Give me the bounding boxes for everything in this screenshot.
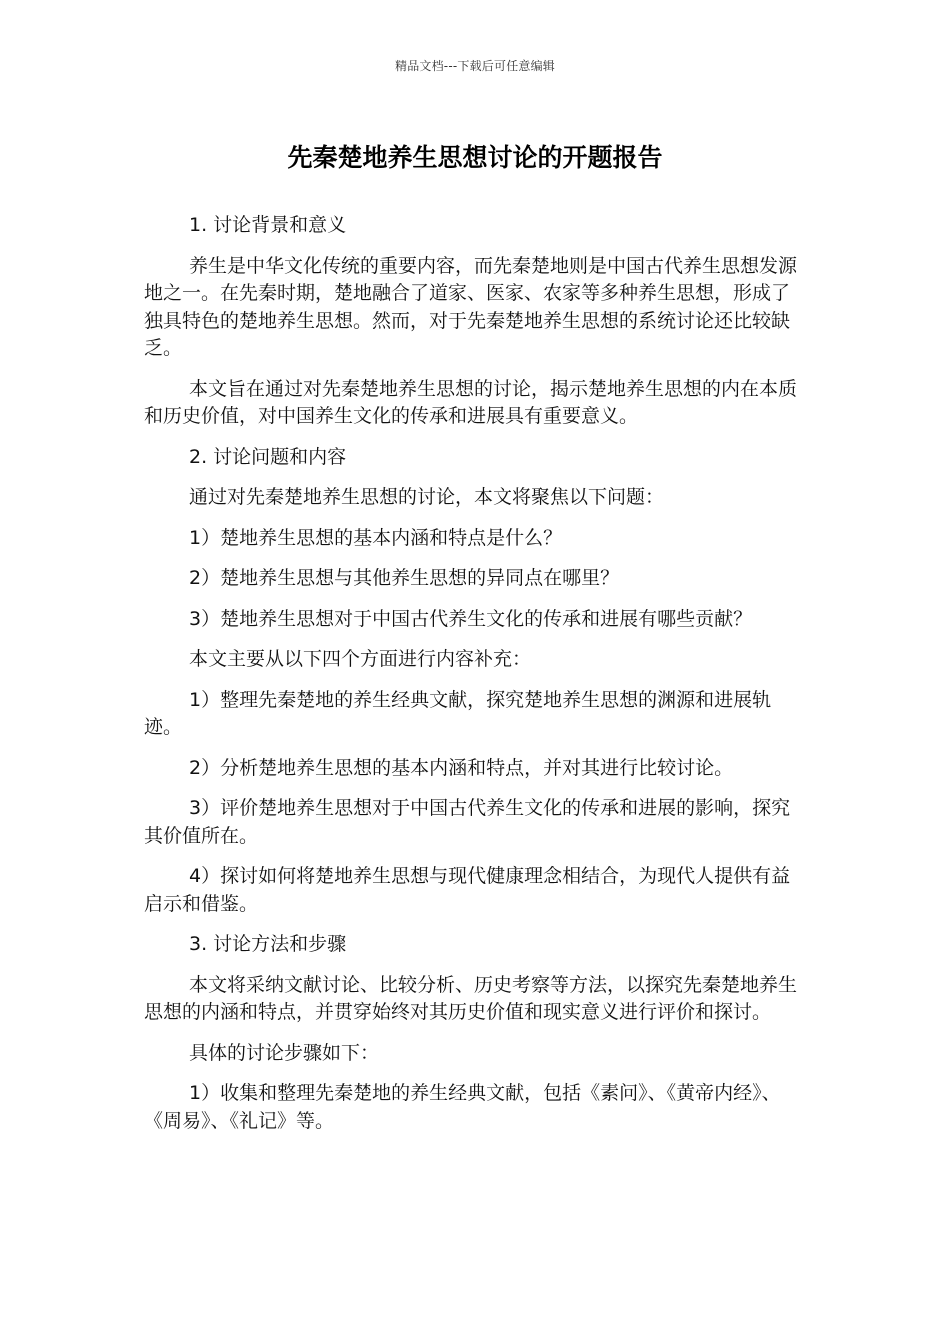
body-paragraph: 本文将采纳文献讨论、比较分析、历史考察等方法，以探究先秦楚地养生思想的内涵和特点，并贯穿始终对其历史价值和现实意义进行评价和探讨。 bbox=[144, 973, 798, 1023]
list-item: 1）楚地养生思想的基本内涵和特点是什么？ bbox=[189, 526, 563, 549]
document-title: 先秦楚地养生思想讨论的开题报告 bbox=[287, 143, 663, 172]
list-item: 1）整理先秦楚地的养生经典文献，探究楚地养生思想的渊源和进展轨迹。 bbox=[144, 688, 772, 738]
body-paragraph: 本文旨在通过对先秦楚地养生思想的讨论，揭示楚地养生思想的内在本质和历史价值，对中国养生文化的传承和进展具有重要意义。 bbox=[144, 377, 798, 427]
list-item: 4）探讨如何将楚地养生思想与现代健康理念相结合，为现代人提供有益启示和借鉴。 bbox=[144, 865, 791, 915]
list-item: 2）分析楚地养生思想的基本内涵和特点，并对其进行比较讨论。 bbox=[189, 756, 734, 779]
header-note: 精品文档---下载后可任意编辑 bbox=[395, 59, 555, 73]
list-item: 3）楚地养生思想对于中国古代养生文化的传承和进展有哪些贡献？ bbox=[189, 607, 753, 630]
body-paragraph: 具体的讨论步骤如下： bbox=[189, 1041, 380, 1064]
list-item: 3）评价楚地养生思想对于中国古代养生文化的传承和进展的影响，探究其价值所在。 bbox=[144, 797, 791, 847]
body-paragraph: 通过对先秦楚地养生思想的讨论，本文将聚焦以下问题： bbox=[189, 486, 665, 508]
body-paragraph: 养生是中华文化传统的重要内容，而先秦楚地则是中国古代养生思想发源地之一。在先秦时期，楚地融合了道家、医家、农家等多种养生思想，形成了独具特色的楚地养生思想。然而，对于先秦楚地养生思想的系统讨论还比较缺乏。 bbox=[144, 254, 798, 359]
section-heading-questions: 2. 讨论问题和内容 bbox=[189, 445, 347, 468]
section-heading-methods: 3. 讨论方法和步骤 bbox=[189, 933, 347, 955]
list-item: 1）收集和整理先秦楚地的养生经典文献，包括《素问》、《黄帝内经》、《周易》、《礼记》等。 bbox=[144, 1082, 781, 1132]
document-body bbox=[144, 212, 808, 1148]
section-heading-background: 1. 讨论背景和意义 bbox=[189, 214, 347, 236]
body-paragraph: 本文主要从以下四个方面进行内容补充： bbox=[189, 648, 532, 670]
list-item: 2）楚地养生思想与其他养生思想的异同点在哪里？ bbox=[189, 567, 620, 589]
